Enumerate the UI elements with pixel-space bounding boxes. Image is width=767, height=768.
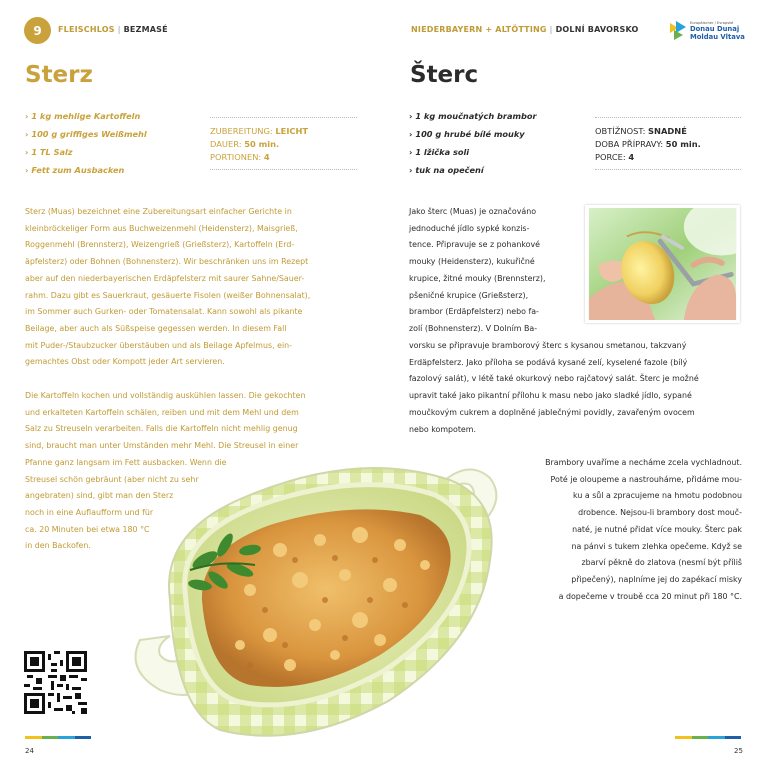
ingredient-item: › 1 lžička soli (409, 147, 470, 157)
difficulty-row: OBTÍŽNOST: SNADNÉ (595, 126, 687, 136)
duration-row: DAUER: 50 min. (210, 139, 280, 149)
page-number: 24 (25, 747, 34, 755)
page-number: 25 (734, 747, 743, 755)
instructions-paragraph-cz: Brambory uvaříme a necháme zcela vychladnout. Poté je oloupeme a nastrouháme, přidáme mou- ku a sůl a zpracujeme na hmotu podobnou drobence. Nejsou-li brambory dost mouč- naté, je nutné přidat více mouky. Šterc pak na pánvi s tukem zlehka opečeme. Když se zbarví pěkně do zlatova (nesmí být příliš připečený), naplníme jej do zapékací misky a dopečeme v troubě cca 20 minut při 180 °C. (545, 458, 742, 601)
danube-vltava-logo: Europäischer / Evropské Donau Dunaj Moldau Vltava (670, 18, 760, 44)
ingredient-item: › 100 g hrubé bílé mouky (409, 129, 525, 139)
section-header: FLEISCHLOS | BEZMASÉ (58, 25, 168, 34)
ingredient-item: › 1 TL Salz (25, 147, 73, 157)
ingredient-list-cz (409, 111, 537, 183)
ingredient-item: › 1 kg moučnatých brambor (409, 111, 537, 121)
section-label: FLEISCHLOS (58, 25, 115, 34)
footer-color-bar (675, 736, 741, 739)
ingredient-item: › Fett zum Ausbacken (25, 165, 125, 175)
portions-row: PORTIONEN: 4 (210, 152, 270, 162)
section-label-cz: BEZMASÉ (123, 25, 168, 34)
page-section-badge: 9 (24, 17, 51, 44)
ingredient-item: › tuk na opečení (409, 165, 484, 175)
ingredient-list (25, 111, 147, 183)
portions-row: PORCE: 4 (595, 152, 635, 162)
qr-code-icon (24, 651, 87, 714)
difficulty-row: ZUBEREITUNG: LEICHT (210, 126, 309, 136)
intro-paragraph-cz-part2: vorsku se připravuje bramborový šterc s kysanou smetanou, takzvaný Erdäpfelsterz. Jako příloha se podává kysané zelí, kyselené fazole (bílý fazolový salát), v létě také okurkový nebo rajčatový salát. Šterc je možné upravit také jako pikantní přílohu k masu nebo jako sladké jídlo, sypané moučkovým cukrem a doplněné jablečnými povidly, zavařeným ovocem nebo kompotem. (409, 341, 699, 434)
instructions-paragraph: Die Kartoffeln kochen und vollständig auskühlen lassen. Die gekochten und erkalteten Kartoffeln schälen, reiben und mit dem Mehl und dem Salz zu Streuseln verarbeiten. Falls die Kartoffeln nicht mehlig genug sind, braucht man unter Umständen mehr Mehl. Die Streusel in einer Pfanne ganz langsam im Fett ausbacken. Wenn die Streusel schön gebräunt (aber nicht zu sehr angebraten) sind, gibt man den Sterz noch in eine Auflaufform und für ca. 20 Minuten bei etwa 180 °C in den Backofen. (25, 391, 306, 551)
ingredient-item: › 1 kg mehlige Kartoffeln (25, 111, 141, 121)
region-header: NIEDERBAYERN + ALTÖTTING | DOLNÍ BAVORSKO (411, 25, 639, 34)
sterz-bowl-illustration (130, 440, 510, 750)
region-label-cz: DOLNÍ BAVORSKO (555, 25, 639, 34)
recipe-info-box-cz (595, 117, 741, 170)
recipe-title: Sterz (25, 62, 93, 88)
region-label: NIEDERBAYERN + ALTÖTTING (411, 25, 547, 34)
footer-color-bar (25, 736, 91, 739)
intro-paragraph-cz-part1: Jako šterc (Muas) je označováno jednoduché jídlo sypké konzis- tence. Připravuje se z pohankové mouky (Heidensterz), kukuřičné krupice, žitné mouky (Brennsterz), pšeničné krupice (Grießsterz), brambor (Erdäpfelsterz) nebo fa- zolí (Bohnensterz). V Dolním Ba- (409, 207, 546, 333)
intro-paragraph: Sterz (Muas) bezeichnet eine Zubereitungsart einfacher Gerichte in kleinbröckeliger Form aus Buchweizenmehl (Heidensterz), Maisgrieß, Roggenmehl (Brennsterz), Weizengrieß (Grießsterz), Kartoffeln (Erd- äpfelsterz) oder Bohnen (Bohnensterz). Wir beschränken uns im Rezept aber auf den niederbayerischen Erdäpfelsterz mit saurer Sahne/Sauer- rahm. Dazu gibt es Sauerkraut, gesäuerte Fisolen (weißer Bohnensalat), im Sommer auch Gurken- oder Tomatensalat. Kann sowohl als pikante Beilage, aber auch als Süßspeise gegessen werden. In diesem Fall mit Puder-/Staubzucker überstäuben und als Beilage Apfelmus, ein- gemachtes Obst oder Kompott jeder Art servieren. (25, 207, 311, 367)
recipe-info-box (210, 117, 357, 170)
recipe-title-cz: Šterc (410, 62, 479, 88)
potato-peeling-photo (585, 205, 740, 323)
ingredient-item: › 100 g griffiges Weißmehl (25, 129, 147, 139)
logo-icon (670, 21, 687, 41)
duration-row: DOBA PŘÍPRAVY: 50 min. (595, 139, 701, 149)
